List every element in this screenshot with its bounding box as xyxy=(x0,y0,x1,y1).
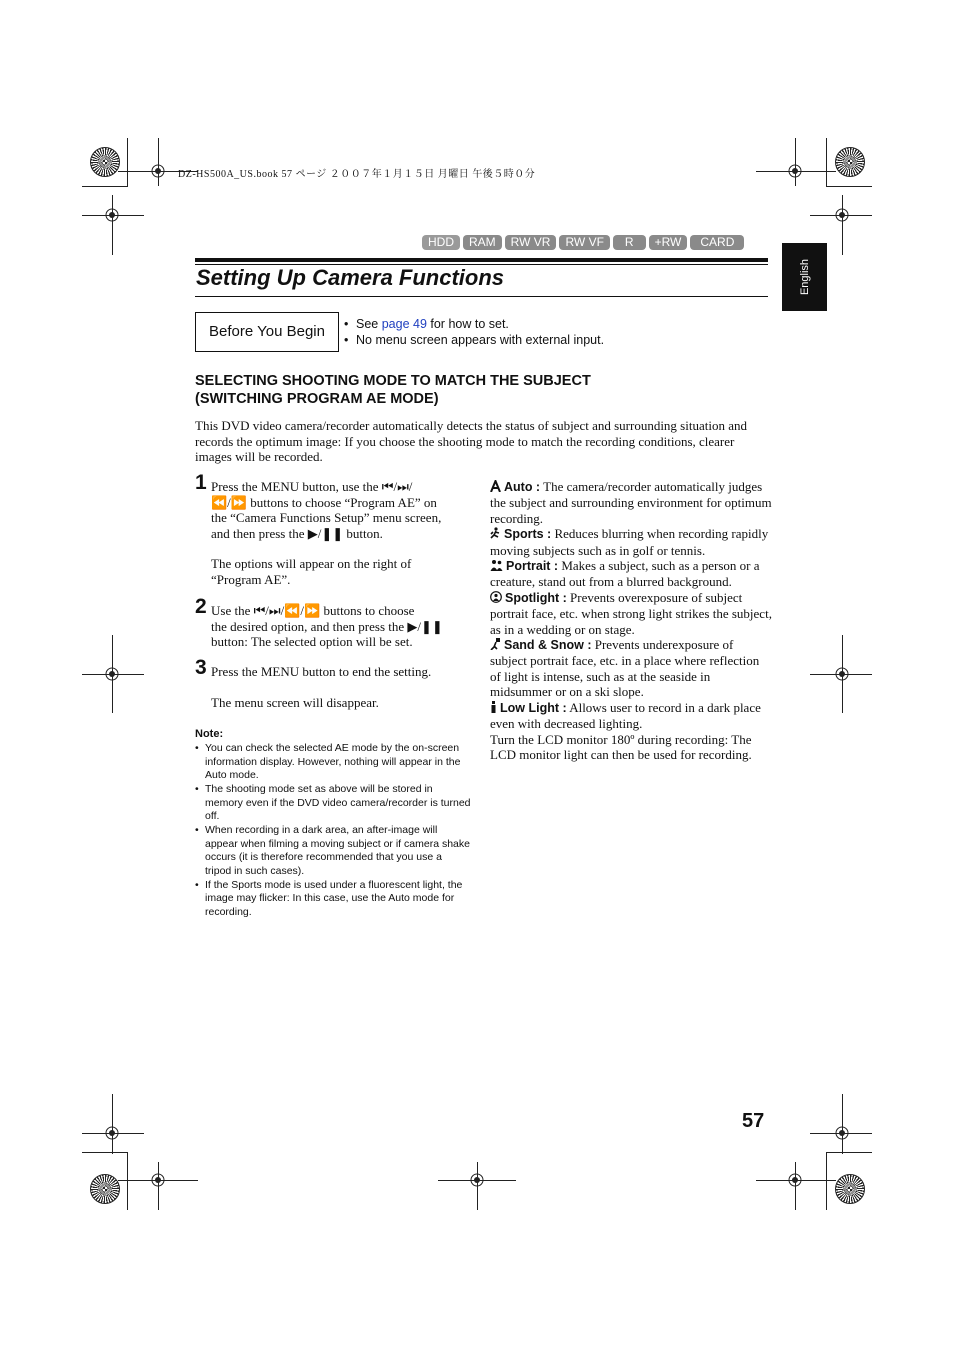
mode-name: Spotlight : xyxy=(505,590,567,605)
media-tab-rw-vf: RW VF xyxy=(559,235,609,250)
step-line: Use the ⏮/⏭/⏪/⏩ buttons to choose xyxy=(211,603,415,618)
media-tab-hdd: HDD xyxy=(422,235,460,250)
registration-star-icon xyxy=(835,1174,865,1204)
language-tab xyxy=(782,243,827,311)
portrait-icon xyxy=(490,559,503,571)
step-line: the “Camera Functions Setup” menu screen, xyxy=(211,510,442,525)
step-line: the desired option, and then press the ▶/❚❚ xyxy=(211,618,443,634)
step-3-text xyxy=(211,664,476,710)
before-you-begin-item: • No menu screen appears with external input. xyxy=(344,332,604,348)
mode-desc: The camera/recorder automatically judges the subject and surrounding environment for optimum recording. xyxy=(490,479,772,526)
mode-sand-snow xyxy=(490,637,772,700)
mode-desc: Prevents overexposure of subject portrait face, etc. when strong light strikes the subject, as in a wedding or on stage. xyxy=(490,589,772,637)
note-item: • The shooting mode set as above will be stored in memory even if the DVD video camera/recorder is turned off. xyxy=(195,783,471,824)
step-result: The menu screen will disappear. xyxy=(211,694,379,710)
language-tab-label: English xyxy=(798,258,811,296)
crosshair-icon xyxy=(467,1170,487,1190)
mode-name: Sand & Snow : xyxy=(504,638,592,653)
title-underline xyxy=(195,296,768,297)
crosshair-icon xyxy=(832,205,852,225)
step-1-text xyxy=(211,479,476,587)
step-line: and then press the ▶/❚❚ button. xyxy=(211,525,383,541)
mode-name: Low Light : xyxy=(500,700,567,715)
mode-name: Sports : xyxy=(504,527,552,542)
book-info-line: DZ-HS500A_US.book 57 ページ ２００７年１月１５日 月曜日 午後５時０分 xyxy=(178,169,536,180)
media-tab-card: CARD xyxy=(690,235,744,250)
registration-star-icon xyxy=(90,1174,120,1204)
crosshair-icon xyxy=(102,664,122,684)
mode-desc: Reduces blurring when recording rapidly moving subjects such as in golf or tennis. xyxy=(490,526,769,558)
page-number: 57 xyxy=(742,1110,765,1132)
registration-star-icon xyxy=(835,147,865,177)
crosshair-icon xyxy=(148,161,168,181)
step-number: 2 xyxy=(195,595,207,618)
media-tab-plus-rw: +RW xyxy=(649,235,688,250)
mode-desc: Prevents underexposure of subject portrait face, etc. in a place where reflection of light is intense, such as at the seaside in midsummer or on a ski slope. xyxy=(490,637,760,700)
section-heading-line: (SWITCHING PROGRAM AE MODE) xyxy=(195,391,439,407)
item-text: for how to set. xyxy=(426,317,509,331)
step-result: “Program AE”. xyxy=(211,571,291,587)
low-light-extra: Turn the LCD monitor 180º during recording: The LCD monitor light can then be used for recording. xyxy=(490,731,752,762)
low-light-icon xyxy=(490,701,497,713)
step-result: The options will appear on the right of xyxy=(211,556,412,571)
step-line: Press the MENU button to end the setting. xyxy=(211,664,432,679)
auto-icon xyxy=(490,480,501,492)
mode-sports xyxy=(490,526,772,558)
before-you-begin-item xyxy=(344,316,604,332)
before-you-begin-list xyxy=(344,316,604,348)
crosshair-icon xyxy=(785,161,805,181)
step-line: Press the MENU button, use the ⏮/⏭/ xyxy=(211,479,413,494)
title-rule xyxy=(195,258,768,262)
section-heading xyxy=(195,372,591,408)
mode-auto xyxy=(490,479,772,526)
note-heading: Note: xyxy=(195,728,224,740)
note-item: • You can check the selected AE mode by the on-screen information display. However, nothing will appear in the Auto mode. xyxy=(195,742,471,783)
media-tab-r: R xyxy=(613,235,646,250)
note-item: • If the Sports mode is used under a fluorescent light, the image may flicker: In this case, use the Auto mode for recording. xyxy=(195,879,471,920)
mode-desc: Allows user to record in a dark place even with decreased lighting. xyxy=(490,699,761,732)
intro-paragraph: This DVD video camera/recorder automatically detects the status of subject and surrounding situation and records the optimum image: If you choose the shooting mode to match the recording conditions, clearer images will be recorded. xyxy=(195,418,747,464)
notes-list xyxy=(195,742,471,920)
crosshair-icon xyxy=(832,1123,852,1143)
media-tabs xyxy=(422,235,744,250)
media-tab-ram: RAM xyxy=(463,235,502,250)
crosshair-icon xyxy=(785,1170,805,1190)
media-tab-rw-vr: RW VR xyxy=(505,235,557,250)
spotlight-icon xyxy=(490,591,502,603)
page-title: Setting Up Camera Functions xyxy=(196,265,505,290)
note-item: • When recording in a dark area, an after-image will appear when filming a moving subject or if camera shake occurs (it is therefore recommended that you use a tripod in such cases). xyxy=(195,824,471,878)
crosshair-icon xyxy=(102,205,122,225)
section-heading-line: SELECTING SHOOTING MODE TO MATCH THE SUBJECT xyxy=(195,373,591,389)
crosshair-icon xyxy=(148,1170,168,1190)
mode-low-light xyxy=(490,700,772,732)
step-number: 1 xyxy=(195,471,207,494)
step-line: ⏪/⏩ buttons to choose “Program AE” on xyxy=(211,494,437,510)
mode-spotlight xyxy=(490,590,772,637)
sand-snow-icon xyxy=(490,638,501,650)
mode-name: Portrait : xyxy=(506,559,559,574)
item-text: See xyxy=(356,317,382,331)
step-2-text xyxy=(211,603,476,650)
step-number: 3 xyxy=(195,656,207,679)
program-ae-modes xyxy=(490,479,772,762)
step-line: button: The selected option will be set. xyxy=(211,634,413,649)
mode-portrait xyxy=(490,558,772,590)
sports-icon xyxy=(490,527,501,539)
page-49-link[interactable]: page 49 xyxy=(381,317,427,331)
crosshair-icon xyxy=(102,1123,122,1143)
mode-name: Auto : xyxy=(504,480,541,494)
crosshair-icon xyxy=(832,664,852,684)
mode-desc: Makes a subject, such as a person or a creature, stand out from a blurred background. xyxy=(490,558,760,590)
before-you-begin-box: Before You Begin xyxy=(195,312,339,352)
registration-star-icon xyxy=(90,147,120,177)
